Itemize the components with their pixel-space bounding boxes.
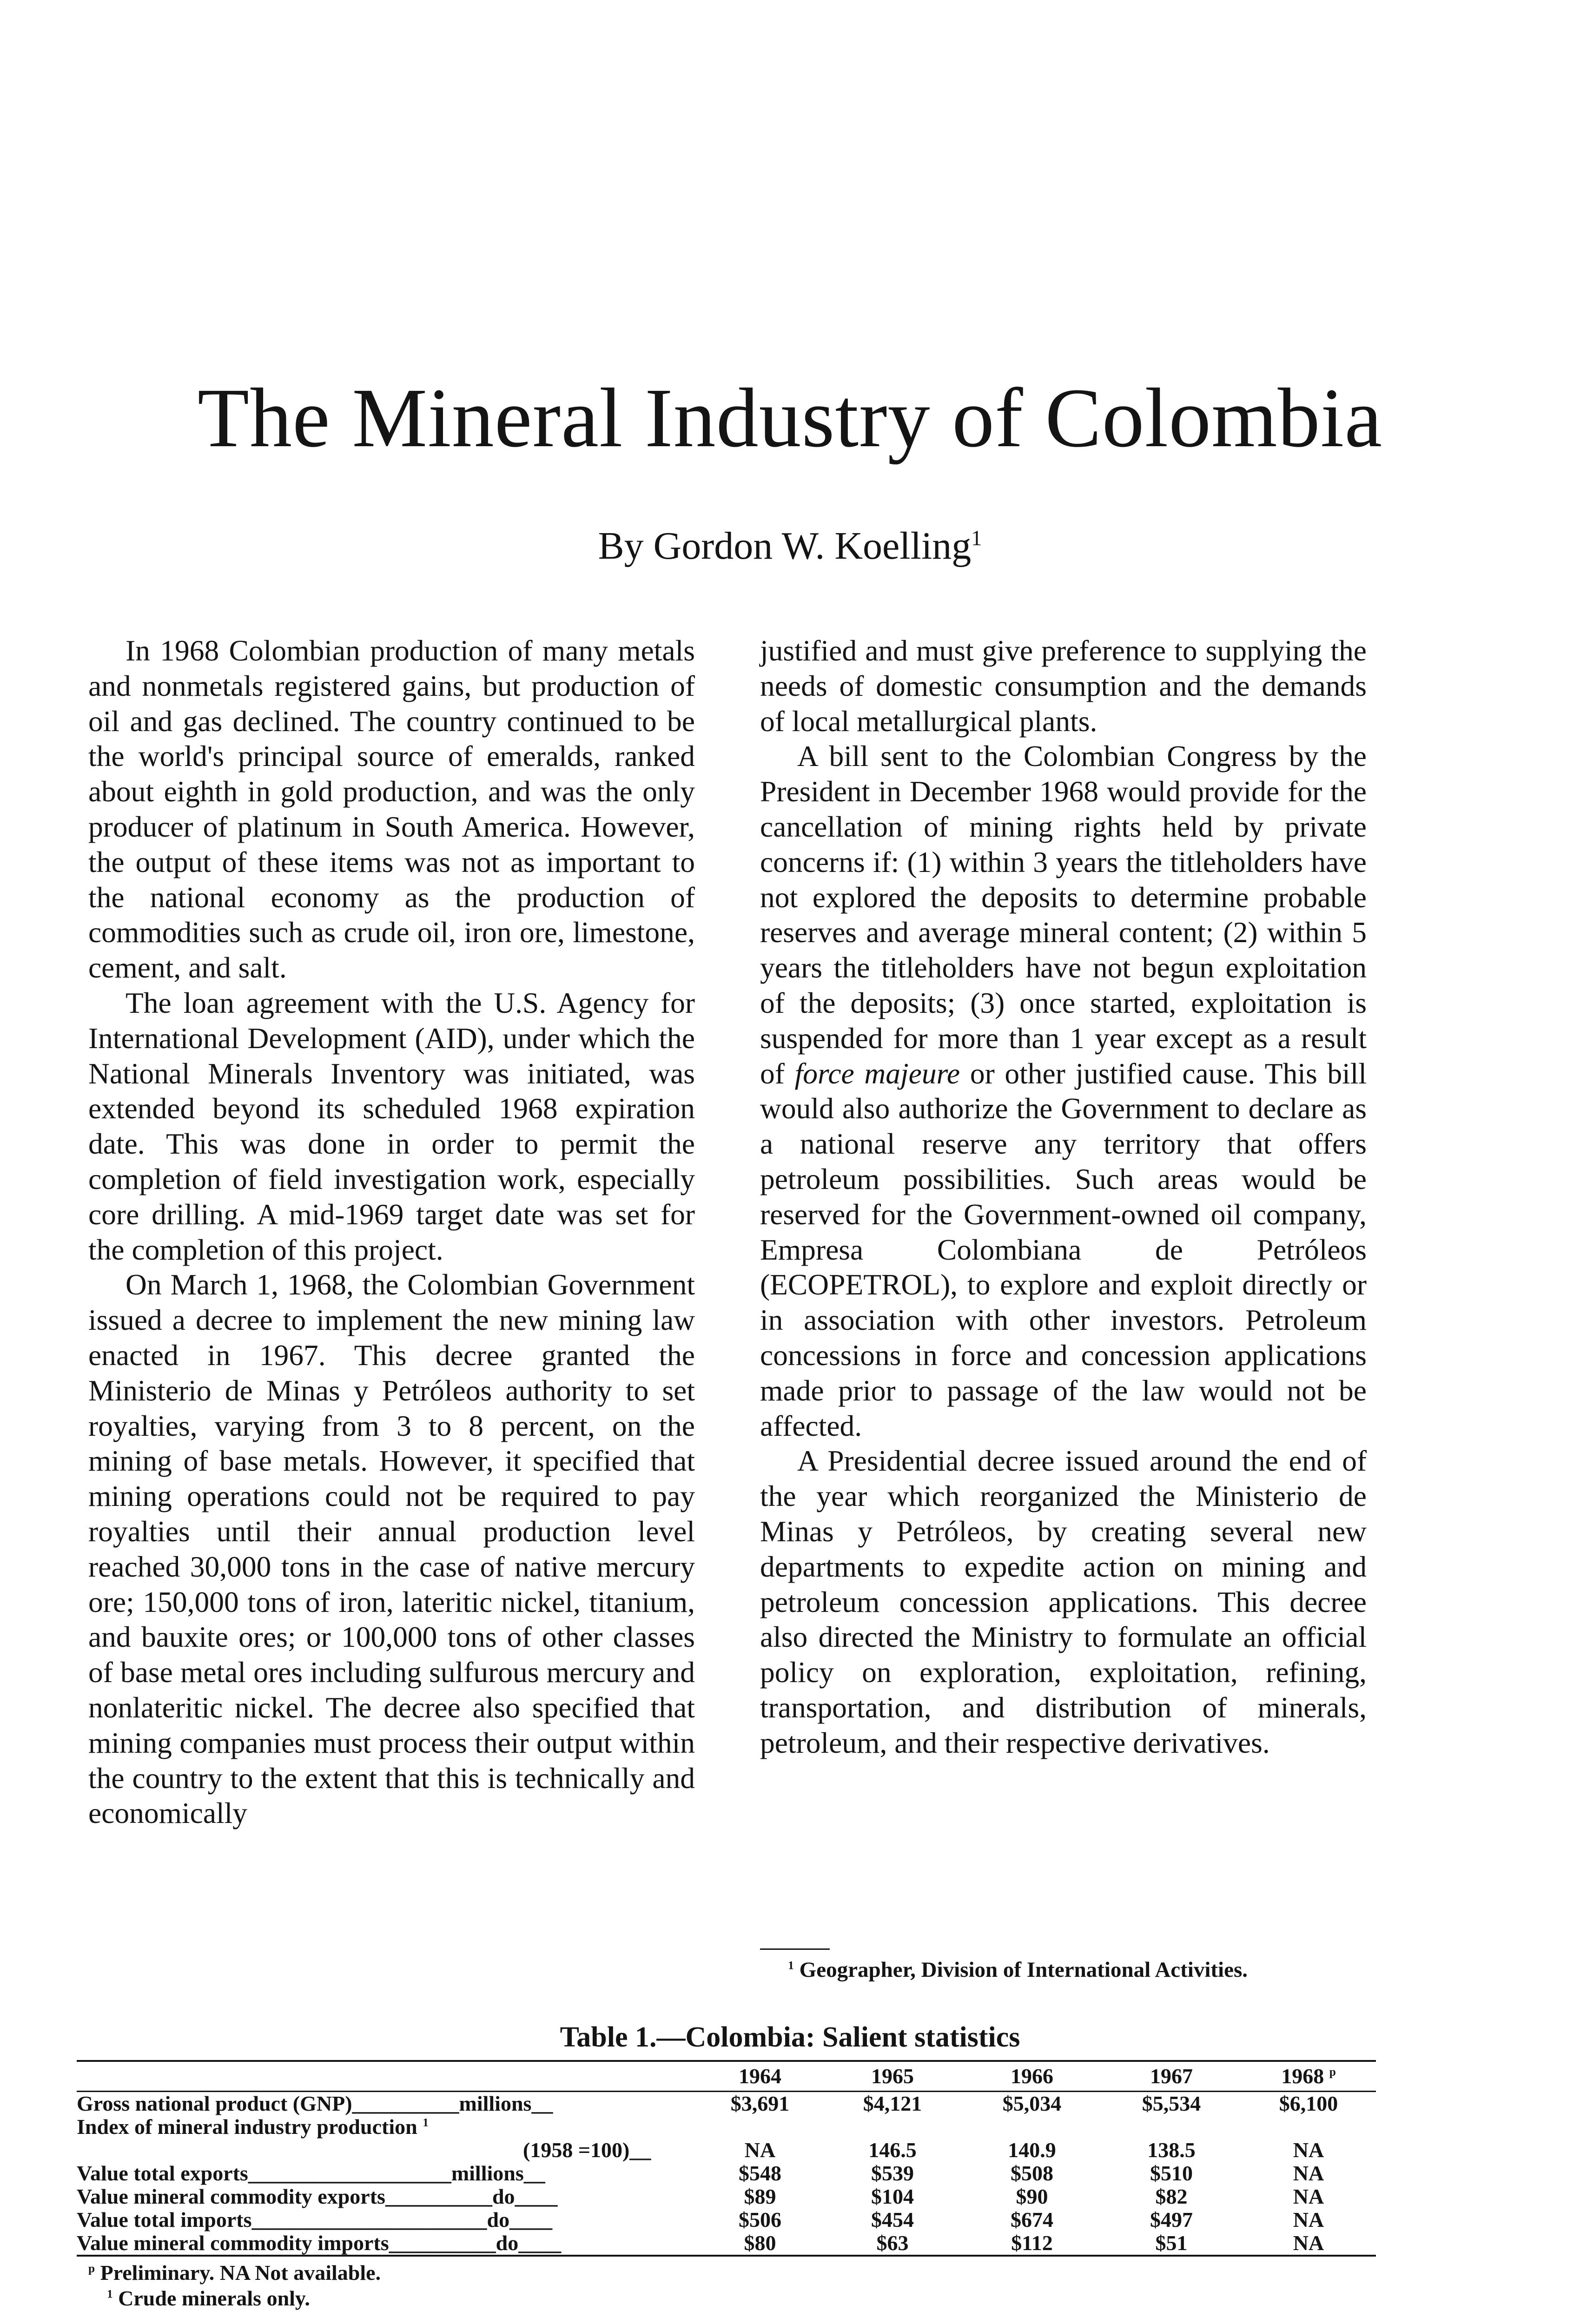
footnote xyxy=(760,1957,1376,1983)
table-header-year-preliminary xyxy=(1241,2061,1376,2092)
cell-value: $6,100 xyxy=(1279,2092,1338,2115)
salient-statistics-table xyxy=(77,2060,1376,2257)
paragraph-mining-decree-continued: justified and must give preference to supplying the needs of domestic consumption and the demands of local metallurgical plants. xyxy=(760,634,1367,738)
cell-value: $497 xyxy=(1150,2208,1193,2232)
table-header-year: 1968 xyxy=(1281,2064,1324,2088)
table-header-year: 1964 xyxy=(697,2061,823,2092)
table-header-year: 1967 xyxy=(1102,2061,1241,2092)
cell-value: $80 xyxy=(697,2232,823,2256)
footnote-mark: 1 xyxy=(788,1958,794,1972)
table-header-row xyxy=(77,2061,1376,2092)
cell-value: $112 xyxy=(962,2232,1102,2256)
cell-value: $548 xyxy=(739,2161,781,2185)
table-row xyxy=(77,2185,1376,2208)
cell-value: 146.5 xyxy=(868,2138,917,2162)
cell-value: NA xyxy=(1293,2138,1324,2162)
preliminary-mark: p xyxy=(1329,2065,1336,2079)
row-label: Value total imports______________________do____ xyxy=(77,2208,553,2232)
table-note-text: Preliminary. NA Not available. xyxy=(100,2261,381,2284)
left-column xyxy=(88,633,695,1831)
cell-value xyxy=(1241,2115,1376,2139)
cell-value: NA xyxy=(1293,2161,1324,2185)
cell-value: $506 xyxy=(739,2208,781,2232)
cell-value: $89 xyxy=(744,2185,776,2208)
table-note-mark: p xyxy=(88,2262,95,2275)
bill-text-italic: force majeure xyxy=(794,1056,960,1090)
footnote-text: Geographer, Division of International Activities. xyxy=(799,1958,1248,1982)
row-label: (1958 =100)__ xyxy=(523,2138,651,2162)
row-label: Value total exports___________________millions__ xyxy=(77,2161,545,2185)
author-name: By Gordon W. Koelling xyxy=(598,524,972,568)
cell-value: $3,691 xyxy=(730,2092,790,2115)
paragraph-mining-decree: On March 1, 1968, the Colombian Government issued a decree to implement the new mining law enacted in 1967. This decree granted the Ministerio de Minas y Petróleos authority to set royalties, varying from 3 to 8 percent, on the mining of base metals. However, it specified that mining operations could not be required to pay royalties until their annual production level reached 30,000 tons in the case of native mercury ore; 150,000 tons of iron, lateritic nickel, titanium, and bauxite ores; or 100,000 tons of other classes of base metal ores including sulfurous mercury and nonlateritic nickel. The decree also specified that mining companies must process their output within the country to the extent that this is technically and economically xyxy=(88,1268,695,1830)
table-notes xyxy=(88,2260,832,2311)
cell-value xyxy=(823,2115,962,2139)
table-header-label xyxy=(77,2061,697,2092)
table-header-year: 1966 xyxy=(962,2061,1102,2092)
row-label-with-mark xyxy=(77,2115,697,2139)
page-title: The Mineral Industry of Colombia xyxy=(197,371,1383,465)
row-label: Value mineral commodity imports__________do____ xyxy=(77,2232,697,2256)
cell-value: $90 xyxy=(1016,2185,1048,2208)
table-row xyxy=(77,2232,1376,2256)
paragraph-intro: In 1968 Colombian production of many metals and nonmetals registered gains, but production of oil and gas declined. The country continued to be the world's principal source of emeralds, ranked about eighth in gold production, and was the only producer of platinum in South America. However, the output of these items was not as important to the national economy as the production of commodities such as crude oil, iron ore, limestone, cement, and salt. xyxy=(88,634,695,984)
cell-value xyxy=(1102,2115,1241,2139)
byline-footnote-mark: 1 xyxy=(971,526,982,550)
cell-value: $51 xyxy=(1102,2232,1241,2256)
table-row xyxy=(77,2092,1376,2116)
table-row xyxy=(77,2115,1376,2139)
footnote-divider xyxy=(760,1948,830,1950)
table-title: Table 1.—Colombia: Salient statistics xyxy=(560,2021,1020,2053)
cell-value: $63 xyxy=(823,2232,962,2256)
cell-value: $508 xyxy=(1011,2161,1053,2185)
paragraph-presidential-decree: A Presidential decree issued around the end of the year which reorganized the Ministerio de Minas y Petróleos, by creating several new departments to expedite action on mining and petroleum concession applications. This decree also directed the Ministry to formulate an official policy on exploration, exploitation, refining, transportation, and distribution of minerals, petroleum, and their respective derivatives. xyxy=(760,1444,1367,1759)
byline xyxy=(0,523,1580,569)
cell-value: $4,121 xyxy=(863,2092,922,2115)
cell-value: $5,034 xyxy=(1002,2092,1062,2115)
table-note-crude-minerals xyxy=(88,2285,832,2311)
table-row xyxy=(77,2162,1376,2185)
cell-value xyxy=(962,2115,1102,2139)
cell-value: 140.9 xyxy=(1008,2138,1056,2162)
table-note-preliminary xyxy=(88,2260,832,2285)
cell-value: NA xyxy=(1293,2208,1324,2232)
row-label: Value mineral commodity exports__________do____ xyxy=(77,2185,558,2208)
right-column xyxy=(760,633,1367,1761)
cell-value: $674 xyxy=(1011,2208,1053,2232)
cell-value: 138.5 xyxy=(1147,2138,1196,2162)
cell-value: $104 xyxy=(871,2185,914,2208)
table-note-mark: 1 xyxy=(107,2287,113,2301)
cell-value: $539 xyxy=(871,2161,914,2185)
paragraph-aid-loan: The loan agreement with the U.S. Agency for International Development (AID), under which the National Minerals Inventory was initiated, was extended beyond its scheduled 1968 expiration date. This was done in order to permit the completion of field investigation work, especially core drilling. A mid-1969 target date was set for the completion of this project. xyxy=(88,986,695,1266)
cell-value xyxy=(697,2115,823,2139)
bill-text-a: A bill sent to the Colombian Congress by the President in December 1968 would provide for the cancellation of mining rights held by private concerns if: (1) within 3 years the titleholders have not explored the deposits to determine probable reserves and average mineral content; (2) within 5 years the titleholders have not begun exploitation of the deposits; (3) once started, exploitation is suspended for more than 1 year except as a result of xyxy=(760,739,1367,1090)
cell-value: NA xyxy=(744,2138,776,2162)
row-label: Index of mineral industry production xyxy=(77,2115,417,2139)
table-note-text: Crude minerals only. xyxy=(118,2286,310,2310)
row-label: Gross national product (GNP)__________millions__ xyxy=(77,2092,553,2115)
cell-value: $5,534 xyxy=(1142,2092,1201,2115)
cell-value: $510 xyxy=(1150,2161,1193,2185)
cell-value: $82 xyxy=(1155,2185,1188,2208)
table-header-year: 1965 xyxy=(823,2061,962,2092)
bill-text-b: or other justified cause. This bill would also authorize the Government to declare as a national reserve any territory that offers petroleum possibilities. Such areas would be reserved for the Government-owned oil company, Empresa Colombiana de Petróleos (ECOPETROL), to explore and exploit directly or in association with other investors. Petroleum concessions in force and concession applications made prior to passage of the law would not be affected. xyxy=(760,1056,1367,1442)
table-row xyxy=(77,2139,1376,2162)
cell-value: $454 xyxy=(871,2208,914,2232)
cell-value: NA xyxy=(1293,2185,1324,2208)
paragraph-congress-bill xyxy=(760,739,1367,1443)
cell-value: NA xyxy=(1241,2232,1376,2256)
row-label-mark: 1 xyxy=(423,2116,429,2129)
table-row xyxy=(77,2208,1376,2232)
